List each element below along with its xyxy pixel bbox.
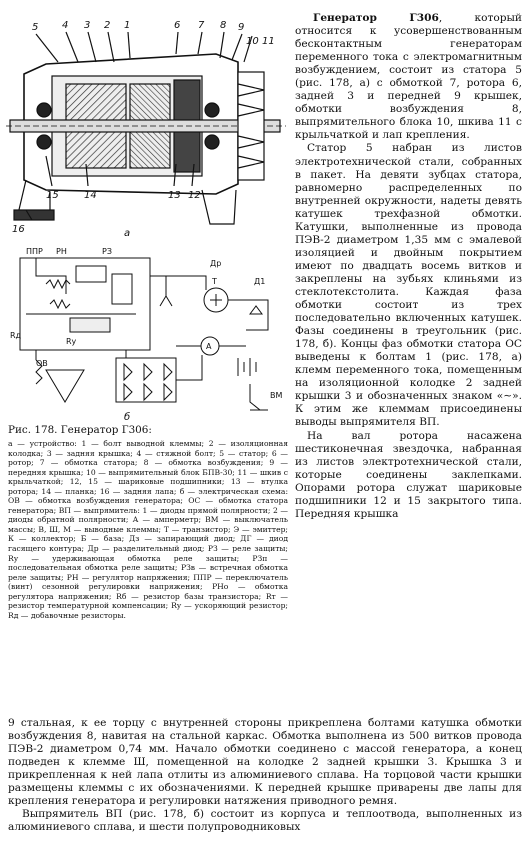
part-label: 15: [46, 190, 59, 201]
part-label: 14: [84, 190, 97, 201]
subfigure-b-label: б: [124, 412, 131, 423]
part-label: 12: [188, 190, 201, 201]
part-label: 2: [104, 20, 111, 31]
part-label: 10: [246, 36, 259, 47]
part-label: 4: [62, 20, 69, 31]
subfigure-a-label: а: [124, 228, 131, 239]
part-label: 9: [238, 22, 245, 33]
figure-legend-text: а — устройство: 1 — болт выводной клеммы; 2 — изоляционная колодка; 3 — задняя крышка; 4 — стяжной болт; 5 — статор; 6 — ротор; 7 — обмотка статора; 8 — обмотка возбуждения; 9 — передняя крышка; 10 — выпрямительный блок БПВ-30; 11 — шкив с крыльчаткой; 12, 15 — шариковые подшипники; 13 — втулка ротора; 14 — планка; 16 — задняя лапа; б — электрическая схема: ОВ — обмотка возбуждения генератора; ОС — обмотка статора генератора; ВП — выпрямитель: 1 — диоды прямой полярности; 2 — диоды обратной полярности; А — амперметр; ВМ — выключатель массы; В, Ш, М — выводные клеммы; Т — транзистор; Э — эмиттер; К — коллектор; Б — база; Дз — запирающий диод; ДГ — диод гасящего контура; Др — разделительный диод; РЗ — реле защиты; Rу — удерживающая обмотка реле защиты; РЗп — последовательная обмотка реле защиты; РЗв — встречная обмотка реле защиты; РН — регулятор напряжения; ППР — переключатель (винт) сезонной регулировки напряжения; РНо — обмотка регулятора напряжения; Rб — резистор базы транзистора; Rт — резистор температурной компенсации; Rу — ускоряющий резистор; Rд — добавочные резисторы.: [8, 439, 288, 620]
paragraph: [295, 142, 522, 429]
figure-legend: [8, 439, 288, 620]
part-label: 13: [168, 190, 181, 201]
circuit-label-vm: ВМ: [270, 391, 283, 400]
figure-178: [6, 14, 290, 426]
part-label: 5: [32, 22, 39, 33]
generator-drawing: [6, 14, 290, 426]
paragraph-text: На вал ротора насажена шестиконечная звездочка, набранная из листов электротехнической стали, которые соединены заклепками. Опорами ротора служат шариковые подшипники 12 и 15 закрытого типа. Передняя крышка: [295, 429, 522, 520]
paragraph: [295, 12, 522, 142]
right-column-text: [295, 12, 522, 521]
paragraph: 9 стальная, к ее торцу с внутренней стороны прикреплена болтами катушка обмотки возбуждения 8, навитая на стальной каркас. Обмотка выполнена из 500 витков провода ПЭВ-2 диаметром 0,74 мм. Начало обмотки соединено с массой генератора, а конец подведен к клемме Ш, помещенной на колодке 2 задней крышки 3. Крышка 3 и прикрепленная к ней лапа отлиты из алюминиевого сплава. На торцовой части крышки размещены клеммы с их обозначениями. К передней крышке приварены две лапы для крепления генератора и регулировки натяжения приводного ремня.: [8, 717, 522, 808]
circuit-diagram: [20, 258, 268, 410]
part-label: 3: [84, 20, 91, 31]
circuit-label-ov: ОВ: [36, 359, 48, 368]
circuit-label-rn: РН: [56, 247, 67, 256]
paragraph-text: , который относится к усовершенствованным бесконтактным генераторам переменного тока с электромагнитным возбуждением, состоит из статора 5 (рис. 178, а) с обмоткой 7, ротора 6, задней 3 и передней 9 крышек, обмотки возбуждения 8, выпрямительного блока 10, шкива 11 с крыльчаткой и лап крепления.: [295, 12, 522, 142]
circuit-label-dr: Др: [210, 259, 222, 268]
circuit-label-ry: Rу: [66, 337, 77, 346]
circuit-label-rz: РЗ: [102, 247, 112, 256]
part-label: 6: [174, 20, 181, 31]
paragraph-text: Статор 5 набран из листов электротехнической стали, собранных в пакет. На девяти зубцах статора, равномерно распределенных по внутренней окружности, надеты девять катушек трехфазной обмотки. Катушки, выполненные из провода ПЭВ-2 диаметром 1,35 мм с эмалевой изоляцией и двойным покрытием имеют по двадцать восемь витков и закреплены на зубьях клиньями из стеклотекстолита. Каждая фаза обмотки состоит из трех последовательно включенных катушек. Фазы соединены в треугольник (рис. 178, б). Концы фаз обмотки статора ОС выведены к болтам 1 (рис. 178, а) клемм переменного тока, помещенным на изоляционной колодке 2 задней крышки 3 и обозначенных знаком «∼». К этим же клеммам присоединены выводы выпрямителя ВП.: [295, 142, 522, 429]
full-width-text: [8, 717, 522, 834]
circuit-label-t: Т: [212, 277, 217, 286]
part-label: 7: [198, 20, 205, 31]
part-label: 8: [220, 20, 227, 31]
paragraph: [295, 430, 522, 521]
circuit-label-rd: Rд: [10, 331, 22, 340]
circuit-label-a: А: [206, 342, 212, 351]
part-label: 11: [262, 36, 275, 47]
circuit-label-d1: Д1: [254, 277, 266, 286]
part-label: 1: [124, 20, 131, 31]
circuit-label-ppr: ППР: [26, 247, 43, 256]
paragraph-bold-lead: Генератор Г306: [313, 12, 439, 24]
part-label: 16: [12, 224, 25, 235]
figure-caption-title: Рис. 178. Генератор Г306:: [8, 424, 152, 436]
paragraph: Выпрямитель ВП (рис. 178, б) состоит из корпуса и теплоотвода, выполненных из алюминиевого сплава, и шести полупроводниковых: [8, 808, 522, 834]
